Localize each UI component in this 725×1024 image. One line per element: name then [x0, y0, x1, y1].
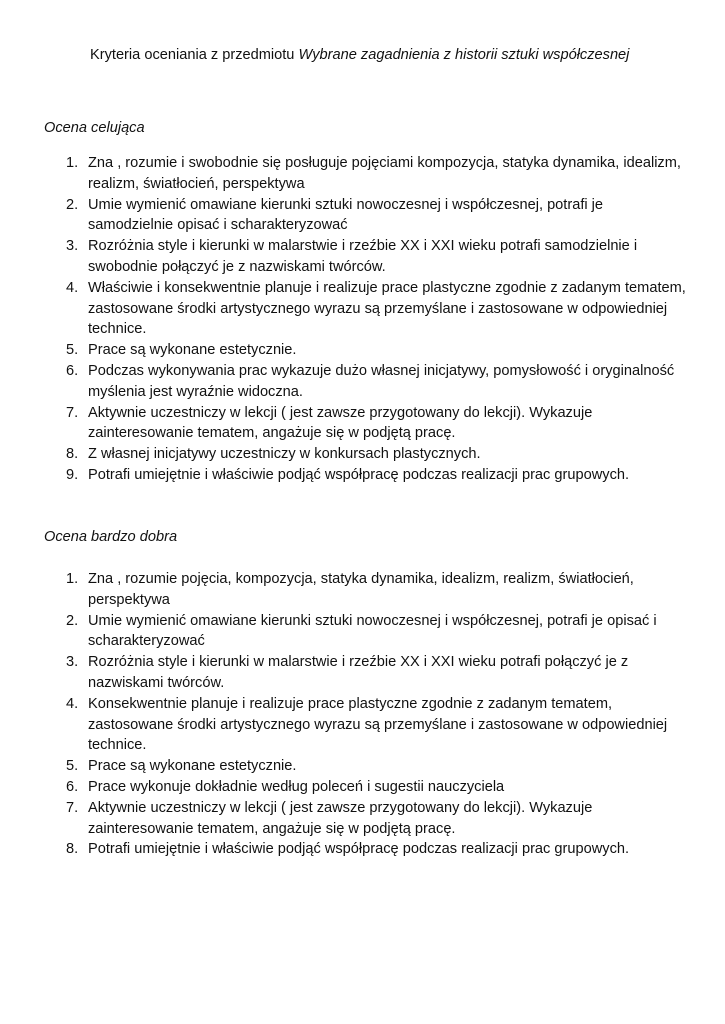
- list-item-text: Umie wymienić omawiane kierunki sztuki nowoczesnej i współczesnej, potrafi je samodzielnie opisać i scharakteryzować: [88, 196, 604, 234]
- list-item-number: 6.: [66, 778, 79, 795]
- list-item: [0, 403, 690, 445]
- list-item-number: 9.: [66, 466, 79, 483]
- list-item-text: Prace wykonuje dokładnie według poleceń i sugestii nauczyciela: [88, 778, 505, 795]
- list-item-number: 4.: [66, 279, 79, 296]
- list-item-number: 5.: [66, 342, 79, 359]
- list-item-number: 2.: [66, 196, 79, 213]
- list-item-text: Potrafi umiejętnie i właściwie podjąć współpracę podczas realizacji prac grupowych.: [88, 466, 630, 483]
- section-heading-celujaca: Ocena celująca: [44, 120, 145, 136]
- list-item: [0, 361, 690, 403]
- list-item: [0, 195, 690, 237]
- document-title: [90, 45, 629, 66]
- list-item: [0, 340, 690, 361]
- list-item-text: Prace są wykonane estetycznie.: [88, 342, 297, 359]
- list-item-text: Podczas wykonywania prac wykazuje dużo własnej inicjatywy, pomysłowość i oryginalność myślenia jest wyraźnie widoczna.: [88, 362, 675, 400]
- list-item-text: Aktywnie uczestniczy w lekcji ( jest zawsze przygotowany do lekcji). Wykazuje zainteresowanie tematem, angażuje się w podjętą pracę.: [88, 404, 593, 442]
- list-item-number: 1.: [66, 571, 79, 587]
- list-item: [0, 756, 690, 777]
- list-item-text: Potrafi umiejętnie i właściwie podjąć współpracę podczas realizacji prac grupowych.: [88, 841, 630, 858]
- list-item: [0, 694, 690, 756]
- list-item-number: 8.: [66, 841, 79, 858]
- list-item-text: Aktywnie uczestniczy w lekcji ( jest zawsze przygotowany do lekcji). Wykazuje zainteresowanie tematem, angażuje się w podjętą pracę.: [88, 799, 593, 837]
- list-item-text: Umie wymienić omawiane kierunki sztuki nowoczesnej i współczesnej, potrafi je opisać i scharakteryzować: [88, 612, 657, 650]
- list-item: [0, 444, 690, 465]
- list-item-number: 4.: [66, 695, 79, 712]
- list-item-text: Z własnej inicjatywy uczestniczy w konkursach plastycznych.: [88, 446, 481, 463]
- criteria-list-celujaca: [0, 153, 690, 486]
- list-item-text: Właściwie i konsekwentnie planuje i realizuje prace plastyczne zgodnie z zadanym tematem, zastosowane środki artystycznego wyrazu są przemyślane i zastosowane w odpowiedniej technice.: [88, 279, 686, 338]
- list-item-text: Konsekwentnie planuje i realizuje prace plastyczne zgodnie z zadanym tematem, zastosowane środki artystycznego wyrazu są przemyślane i zastosowane w odpowiedniej technice.: [88, 695, 668, 754]
- list-item-text: Zna , rozumie pojęcia, kompozycja, statyka dynamika, idealizm, realizm, światłocień, perspektywa: [88, 571, 634, 608]
- list-item-number: 7.: [66, 799, 79, 816]
- list-item: [0, 465, 690, 486]
- list-item-number: 5.: [66, 758, 79, 775]
- list-item: [0, 839, 690, 860]
- list-item-number: 1.: [66, 155, 79, 171]
- criteria-list-bardzo-dobra: [0, 569, 690, 860]
- list-item-number: 3.: [66, 238, 79, 255]
- list-item-text: Prace są wykonane estetycznie.: [88, 758, 297, 775]
- list-item-text: Rozróżnia style i kierunki w malarstwie i rzeźbie XX i XXI wieku potrafi połączyć je z nazwiskami twórców.: [88, 654, 629, 691]
- list-item: [0, 798, 690, 840]
- document-title-prefix: Kryteria oceniania z przedmiotu: [90, 47, 299, 63]
- list-item-number: 3.: [66, 654, 79, 671]
- list-item: [0, 652, 690, 694]
- document-title-subject: Wybrane zagadnienia z historii sztuki współczesnej: [298, 47, 630, 63]
- list-item-number: 8.: [66, 446, 79, 463]
- list-item-text: Rozróżnia style i kierunki w malarstwie i rzeźbie XX i XXI wieku potrafi samodzielnie i swobodnie połączyć je z nazwiskami twórców.: [88, 238, 638, 275]
- list-item: [0, 278, 690, 340]
- list-item-number: 6.: [66, 362, 79, 379]
- list-item: [0, 611, 690, 653]
- section-heading-bardzo-dobra: Ocena bardzo dobra: [44, 529, 178, 545]
- list-item-number: 7.: [66, 404, 79, 421]
- list-item: [0, 569, 690, 611]
- list-item: [0, 153, 690, 195]
- list-item: [0, 236, 690, 278]
- list-item-number: 2.: [66, 612, 79, 629]
- list-item: [0, 777, 690, 798]
- list-item-text: Zna , rozumie i swobodnie się posługuje pojęciami kompozycja, statyka dynamika, idealizm, realizm, światłocień, perspektywa: [88, 155, 681, 192]
